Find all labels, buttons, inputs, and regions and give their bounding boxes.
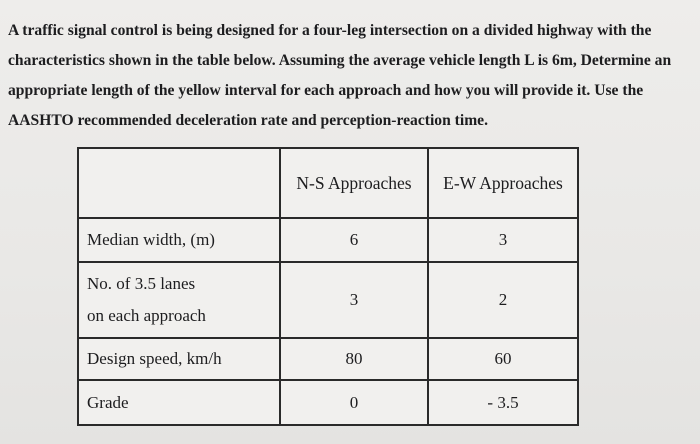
row-label-line: No. of 3.5 lanes [87, 274, 196, 293]
table-header-row [78, 148, 578, 218]
table-header-empty [78, 148, 280, 218]
problem-line: AASHTO recommended deceleration rate and perception-reaction time. [8, 112, 489, 129]
ew-value: - 3.5 [428, 380, 578, 425]
table-row [78, 380, 578, 425]
table-row [78, 218, 578, 262]
characteristics-table [77, 147, 579, 426]
ew-value: 2 [428, 262, 578, 338]
row-label: Median width, (m) [78, 218, 280, 262]
ns-value: 6 [280, 218, 428, 262]
table-header-ew: E-W Approaches [428, 148, 578, 218]
table-header-ns: N-S Approaches [280, 148, 428, 218]
problem-line: characteristics shown in the table below. Assuming the average vehicle length L is 6m, Determine an [8, 52, 672, 69]
row-label: Grade [78, 380, 280, 425]
ns-value: 80 [280, 338, 428, 380]
problem-line: A traffic signal control is being designed for a four-leg intersection on a divided highway with the [8, 22, 652, 39]
ew-value: 60 [428, 338, 578, 380]
problem-statement [8, 16, 692, 136]
row-label: Design speed, km/h [78, 338, 280, 380]
ns-value: 0 [280, 380, 428, 425]
problem-line: appropriate length of the yellow interval for each approach and how you will provide it. Use the [8, 82, 644, 99]
row-label [78, 262, 280, 338]
table-row [78, 338, 578, 380]
ew-value: 3 [428, 218, 578, 262]
ns-value: 3 [280, 262, 428, 338]
table-row [78, 262, 578, 338]
row-label-line: on each approach [87, 306, 206, 325]
